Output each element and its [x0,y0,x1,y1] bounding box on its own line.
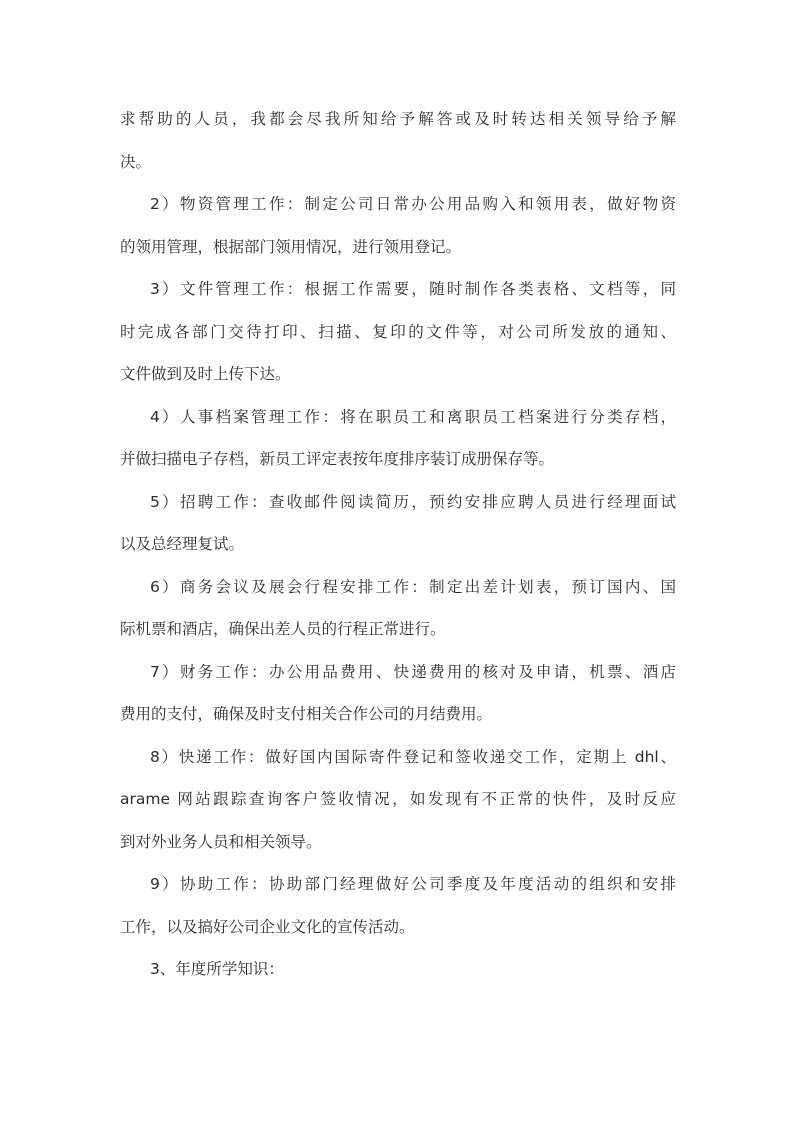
text-line: 际机票和酒店，确保出差人员的行程正常进行。 [120,620,446,638]
text-line: arame 网站跟踪查询客户签收情况，如发现有不正常的快件，及时反应 [120,790,676,808]
paragraph-line: 8）快递工作：做好国内国际寄件登记和签收递交工作，定期上 dhl、 [150,747,676,766]
text-line: 决。 [120,152,152,171]
section-heading: 3、年度所学知识： [150,960,284,978]
document-body [120,101,676,994]
text-line: 的领用管理，根据部门领用情况，进行领用登记。 [120,237,462,256]
paragraph-line: 7）财务工作：办公用品费用、快递费用的核对及申请，机票、酒店 [150,662,676,681]
paragraph-line: 6）商务会议及展会行程安排工作：制定出差计划表，预订国内、国 [150,577,676,596]
paragraph-line: 3）文件管理工作：根据工作需要，随时制作各类表格、文档等，同 [150,280,676,298]
text-line: 以及总经理复试。 [120,535,245,553]
paragraph-line: 9）协助工作：协助部门经理做好公司季度及年度活动的组织和安排 [150,875,676,893]
text-line: 文件做到及时上传下达。 [120,365,291,383]
text-line: 并做扫描电子存档，新员工评定表按年度排序装订成册保存等。 [120,450,555,468]
paragraph-line: 2）物资管理工作：制定公司日常办公用品购入和领用表，做好物资 [150,195,676,213]
paragraph-line: 4）人事档案管理工作：将在职员工和离职员工档案进行分类存档， [150,407,676,426]
text-line: 时完成各部门交待打印、扫描、复印的文件等，对公司所发放的通知、 [120,322,676,341]
text-line: 到对外业务人员和相关领导。 [120,832,322,851]
paragraph-line: 5）招聘工作：查收邮件阅读简历，预约安排应聘人员进行经理面试 [150,492,676,511]
text-line: 求帮助的人员，我都会尽我所知给予解答或及时转达相关领导给予解 [120,110,676,128]
text-line: 费用的支付，确保及时支付相关合作公司的月结费用。 [120,705,493,723]
text-line: 工作，以及搞好公司企业文化的宣传活动。 [120,917,415,936]
